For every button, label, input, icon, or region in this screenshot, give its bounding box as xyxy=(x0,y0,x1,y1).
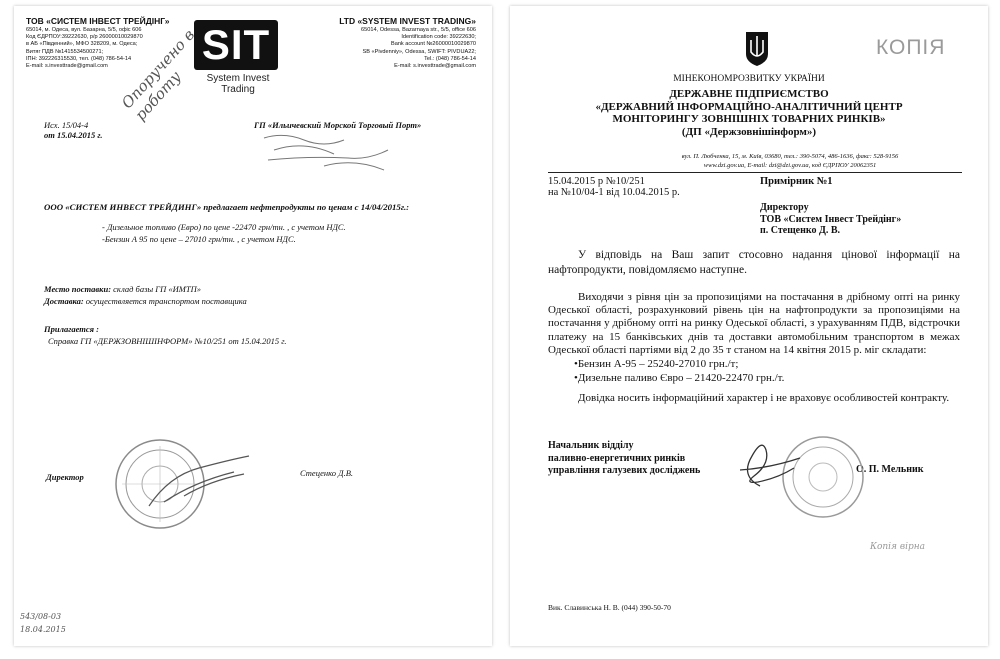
offer-intro: ООО «СИСТЕМ ИНВЕСТ ТРЕЙДИНГ» предлагает нефтепродукты по ценам с 14/04/2015г.: xyxy=(44,202,410,212)
ministry-name: МІНЕКОНОМРОЗВИТКУ УКРАЇНИ xyxy=(673,74,825,84)
header-ua-line: Витяг ПДВ №1415534500271; xyxy=(26,48,104,55)
org-name-line: (ДП «Держзовнішінформ») xyxy=(681,125,817,138)
letter-page-sit xyxy=(14,6,492,646)
header-en-lines xyxy=(296,27,476,70)
recipient-line: ТОВ «Систем Інвест Трейдінг» xyxy=(760,213,902,225)
company-name-en: LTD «SYSTEM INVEST TRADING» xyxy=(339,16,476,26)
copy-number: Примірник №1 xyxy=(760,176,833,187)
company-name-ua: ТОВ «СИСТЕМ ІНВЕСТ ТРЕЙДІНГ» xyxy=(26,16,170,26)
handwritten-scribbles xyxy=(254,128,414,178)
delivery-place-label: Место поставки: xyxy=(44,284,112,294)
header-ua-line: E-mail: s.investtrade@gmail.com xyxy=(26,63,108,70)
handwritten-registration-number: 543/08-03 xyxy=(20,612,62,621)
executor: Вик. Славинська Н. В. (044) 390-50-70 xyxy=(548,603,671,612)
header-en-line: SB «Pivdenniy», Odessa, SWIFT: PIVDUA22; xyxy=(362,48,476,55)
header-en-line: E-mail: s.investtrade@gmail.com xyxy=(394,63,476,70)
document-reference: на №10/04-1 від 10.04.2015 р. xyxy=(548,187,680,198)
org-name-line: «ДЕРЖАВНИЙ ІНФОРМАЦІЙНО-АНАЛІТИЧНИЙ ЦЕНТР xyxy=(595,100,903,113)
signatory-title-line: паливно-енергетичних ринків xyxy=(548,452,686,464)
signatory-title-line: управління галузевих досліджень xyxy=(548,465,701,476)
header-rule xyxy=(548,172,962,173)
signatory-name: О. П. Мельник xyxy=(856,464,924,475)
paragraph-prices: Виходячи з рівня цін за пропозиціями на постачання в дрібному опті на ринку Одеської області, розрахунковий рівень цін на нафтопродукти за пропозиціями на постачання у дрібному опті на ринку Одеської області, з урахуванням ПДВ, відстрочки платежу на 15 банківських днів та доставки автомобільним транспортом в межах Одеської області партіями від 2 до 35 т станом на 14 квітня 2015 р. міг складати: xyxy=(548,291,960,356)
offer-item-petrol: -Бензин А 95 по цене – 27010 грн/тн. , с учетом НДС. xyxy=(102,234,296,244)
header-ua-line: в АБ «Південний», МФО 328209, м. Одеса; xyxy=(26,41,138,48)
price-petrol: •Бензин А-95 – 25240-27010 грн./т; xyxy=(574,358,739,370)
copy-stamp: КОПІЯ xyxy=(876,36,946,59)
organization-name xyxy=(510,88,988,138)
header-en-block xyxy=(296,16,476,70)
address-line: www.dzi.gov.ua, E-mail: dzi@dzi.gov.ua, код ЄДРПОУ 20062351 xyxy=(703,162,877,169)
handwritten-registration-date: 18.04.2015 xyxy=(20,625,66,634)
header-en-line: Tel.: (048) 786-54-14 xyxy=(424,55,476,62)
outgoing-date: от 15.04.2015 г. xyxy=(44,130,103,140)
delivery-row xyxy=(44,296,247,306)
coat-of-arms-icon xyxy=(744,30,770,66)
head-signature xyxy=(720,426,810,496)
delivery-label: Доставка: xyxy=(44,296,84,306)
header-ua-lines xyxy=(26,27,170,70)
director-signature xyxy=(144,446,264,516)
price-diesel: •Дизельне паливо Євро – 21420-22470 грн./т. xyxy=(574,372,785,384)
document-number: 15.04.2015 р №10/251 xyxy=(548,176,645,187)
paragraph-disclaimer: Довідка носить інформаційний характер і не враховує особливостей контракту. xyxy=(578,392,950,404)
recipient-line: Директору xyxy=(760,202,809,213)
header-en-line: Bank account №26000010029870 xyxy=(390,41,476,48)
header-en-line: Identification code: 39222630; xyxy=(401,34,476,41)
recipient-line: п. Стещенко Д. В. xyxy=(760,225,841,236)
delivery-place-value: склад базы ГП «ИМТП» xyxy=(113,284,201,294)
paragraph-reply: У відповідь на Ваш запит стосовно надання цінової інформації на нафтопродукти, повідомляємо наступне. xyxy=(548,249,960,276)
handwritten-copy-certified: Копія вірна xyxy=(870,542,926,552)
signatory-title-line: Начальник відділу xyxy=(548,440,634,451)
director-name: Стеценко Д.В. xyxy=(300,468,354,478)
delivery-value: осуществляется транспортом поставщика xyxy=(85,296,247,306)
signatory-title xyxy=(548,440,700,478)
offer-item-diesel: - Дизельное топливо (Евро) по цене -22470 грн/тн. , с учетом НДС. xyxy=(102,222,346,232)
logo-letters: SIT xyxy=(201,21,271,68)
recipient-block xyxy=(760,202,901,237)
org-name-line: ДЕРЖАВНЕ ПІДПРИЄМСТВО xyxy=(669,88,829,100)
header-ua-line: ІПН: 392226315530, тел. (048) 786-54-14 xyxy=(26,55,132,62)
attachment-value: Справка ГП «ДЕРЖЗОВНІШІНФОРМ» №10/251 от 15.04.2015 г. xyxy=(48,336,287,346)
outgoing-number: Исх. 15/04-4 xyxy=(44,120,89,130)
addressee: ГП «Ильичевский Морской Торговый Порт» xyxy=(254,120,422,130)
org-name-line: МОНІТОРИНГУ ЗОВНІШНІХ ТОВАРНИХ РИНКІВ» xyxy=(612,113,886,125)
header-ua-line: 65014, м. Одеса, вул. Базарна, 5/5, офіс 606 xyxy=(26,27,142,33)
handwritten-resolution: Опоручено в роботу xyxy=(118,25,199,125)
organization-address xyxy=(620,152,960,170)
director-label: Директор xyxy=(46,472,84,482)
address-line: вул. П. Любченка, 15, м. Київ, 03680, тел.: 390-5074, 486-1636, факс: 528-9156 xyxy=(681,153,899,160)
header-ua-line: Код ЄДРПОУ:39222630, р/р 26000010029870 xyxy=(26,34,143,41)
delivery-place-row xyxy=(44,284,201,294)
attachment-label: Прилагается : xyxy=(44,324,99,334)
header-en-line: 65014, Odessa, Bazarnaya str., 5/5, office 606 xyxy=(361,27,476,33)
logo-caption: System Invest Trading xyxy=(206,73,270,95)
header-ua-block xyxy=(26,16,170,70)
letter-page-dzi xyxy=(510,6,988,646)
